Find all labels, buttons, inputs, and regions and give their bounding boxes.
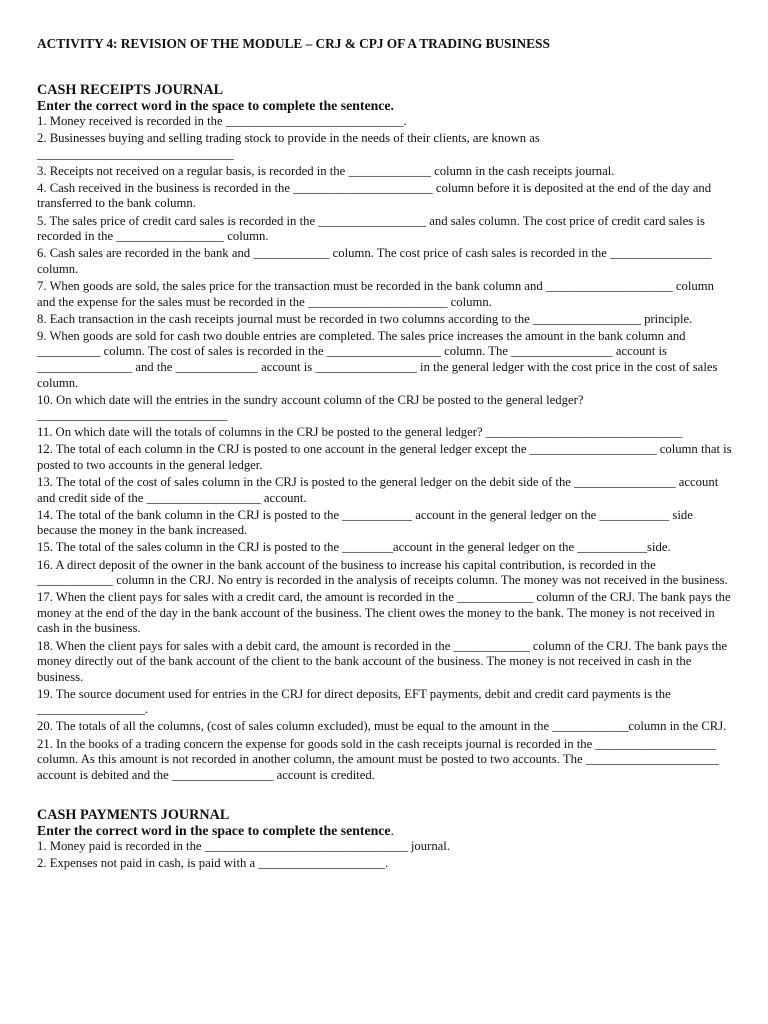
crj-question-12: 12. The total of each column in the CRJ is posted to one account in the general ledger except the ____________________ column that is posted to two accounts in the general ledger.: [37, 442, 732, 472]
crj-question-8: 8. Each transaction in the cash receipts journal must be recorded in two columns according to the _________________ principle.: [37, 311, 693, 326]
cpj-heading: CASH PAYMENTS JOURNAL: [37, 807, 230, 824]
crj-question-20: 20. The totals of all the columns, (cost of sales column excluded), must be equal to the amount in the ____________column in the CRJ.: [37, 719, 727, 734]
crj-question-19: 19. The source document used for entries in the CRJ for direct deposits, EFT payments, debit and credit card payments is the _________________.: [37, 686, 671, 717]
crj-section: [37, 82, 732, 783]
crj-instruction: Enter the correct word in the space to complete the sentence.: [37, 98, 394, 113]
cpj-section: [37, 807, 732, 872]
crj-heading: CASH RECEIPTS JOURNAL: [37, 82, 224, 98]
crj-question-17: 17. When the client pays for sales with a credit card, the amount is recorded in the ____________ column of the CRJ. The bank pays the money at the end of the day in the bank account of the business. The client owes the money to the bank. The money is not received in cash in the business.: [37, 590, 731, 636]
crj-question-13: 13. The total of the cost of sales column in the CRJ is posted to the general ledger on the debit side of the ________________ account and credit side of the __________________ account.: [37, 475, 719, 505]
cpj-instruction-text: Enter the correct word in the space to complete the sentence: [37, 823, 391, 839]
crj-question-7: 7. When goods are sold, the sales price for the transaction must be recorded in the bank column and ____________________ column and the expense for the sales must be recorded in the ______________________ column.: [37, 278, 714, 309]
crj-question-6: 6. Cash sales are recorded in the bank and ____________ column. The cost price of cash sales is recorded in the ________________ column.: [37, 246, 712, 276]
crj-question-15: 15. The total of the sales column in the CRJ is posted to the ________account in the general ledger on the ___________side.: [37, 540, 671, 555]
crj-question-1: 1. Money received is recorded in the ____________________________.: [37, 114, 407, 128]
crj-question-2: 2. Businesses buying and selling trading stock to provide in the needs of their clients, are known as _______________________________: [37, 131, 540, 161]
crj-question-10: 10. On which date will the entries in the sundry account column of the CRJ be posted to the general ledger? ______________________________: [37, 392, 584, 423]
cpj-instruction-period: .: [390, 823, 394, 839]
crj-question-9: 9. When goods are sold for cash two double entries are completed. The sales price increases the amount in the bank column and __________ column. The cost of sales is recorded in the __________________ column. The ________________ account is _______________ and the _____________ account is ________________ in the general ledger with the cost price in the cost of sales column.: [37, 328, 718, 390]
crj-question-3: 3. Receipts not received on a regular basis, is recorded in the _____________ column in the cash receipts journal.: [37, 163, 615, 178]
crj-question-5: 5. The sales price of credit card sales is recorded in the _________________ and sales column. The cost price of credit card sales is recorded in the _________________ column.: [37, 213, 705, 244]
cpj-question-2: 2. Expenses not paid in cash, is paid with a ____________________.: [37, 856, 389, 871]
crj-question-11: 11. On which date will the totals of columns in the CRJ be posted to the general ledger? _______________________________: [37, 425, 683, 440]
cpj-instruction: [37, 823, 732, 839]
crj-question-14: 14. The total of the bank column in the CRJ is posted to the ___________ account in the general ledger on the ___________ side because the money in the bank increased.: [37, 507, 693, 538]
crj-question-16: 16. A direct deposit of the owner in the bank account of the business to increase his capital contribution, is recorded in the ____________ column in the CRJ. No entry is recorded in the analysis of receipts column. The money was not received in the business.: [37, 557, 728, 588]
crj-question-4: 4. Cash received in the business is recorded in the ______________________ column before it is deposited at the end of the day and transferred to the bank column.: [37, 180, 712, 211]
cpj-question-1: 1. Money paid is recorded in the ________________________________ journal.: [37, 839, 450, 854]
activity-title: ACTIVITY 4: REVISION OF THE MODULE – CRJ & CPJ OF A TRADING BUSINESS: [37, 36, 550, 51]
crj-question-18: 18. When the client pays for sales with a debit card, the amount is recorded in the ____________ column of the CRJ. The bank pays the money directly out of the bank account of the client to the bank account of the business. The money is not received in cash in the business.: [37, 638, 728, 684]
crj-question-21: 21. In the books of a trading concern the expense for goods sold in the cash receipts journal is recorded in the ___________________ column. As this amount is not recorded in another column, the amount must be posted to two accounts. The _____________________ account is debited and the ________________ account is credited.: [37, 736, 719, 782]
